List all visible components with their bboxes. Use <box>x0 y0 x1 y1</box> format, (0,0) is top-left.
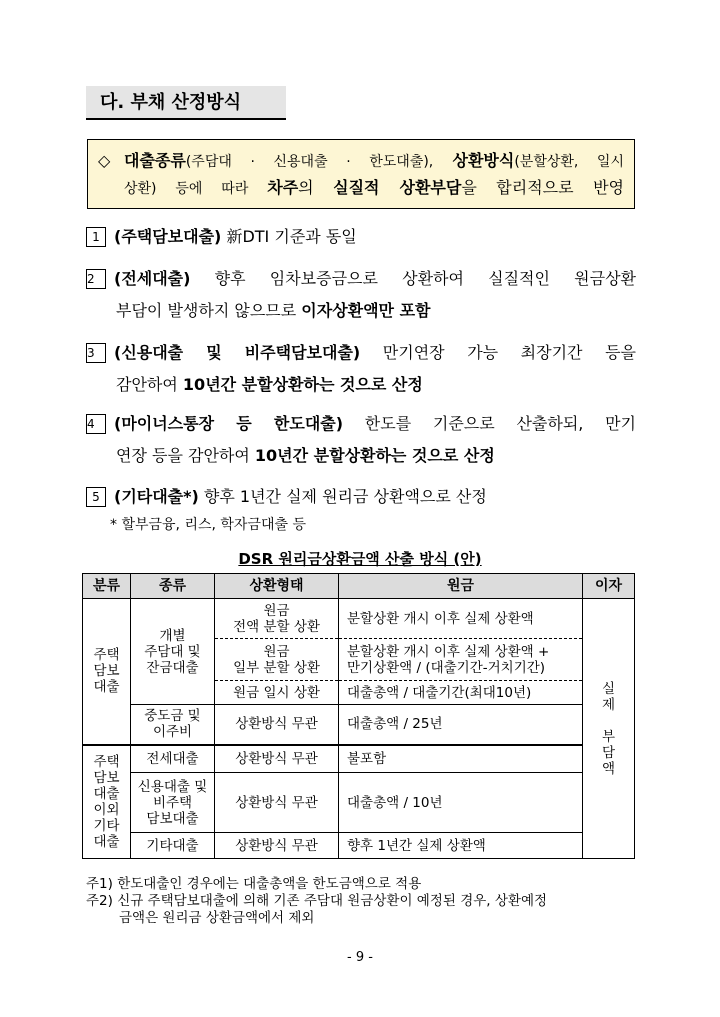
note-2: 주2) 신규 주택담보대출에 의해 기존 주담대 원금상환이 예정된 경우, 상환예정 <box>86 893 548 909</box>
note-1: 주1) 한도대출인 경우에는 대출총액을 한도금액으로 적용 <box>86 876 422 892</box>
item-heading: (신용대출 및 비주택담보대출) <box>114 343 361 362</box>
cell-principal-middle: 대출총액 / 25년 <box>339 705 583 745</box>
list-item-1 <box>86 221 636 253</box>
list-item-4 <box>86 408 636 472</box>
item-number: 1 <box>86 227 106 247</box>
item-number: 5 <box>86 487 106 507</box>
summary-line-1 <box>124 148 624 175</box>
item-emphasis: 이자상환액만 포함 <box>301 301 431 320</box>
cell-repay-partial: 원금 일부 분할 상환 <box>215 639 339 681</box>
cell-type-credit: 신용대출 및 비주택 담보대출 <box>131 773 215 833</box>
cell-repay-any: 상환방식 무관 <box>215 773 339 833</box>
header-category: 분류 <box>83 574 131 599</box>
cell-repay-any: 상환방식 무관 <box>215 745 339 773</box>
summary-text-a: 상환) 등에 따라 <box>124 181 268 197</box>
list-item-3 <box>86 337 636 401</box>
cell-principal-partial: 분할상환 개시 이후 실제 상환액 + 만기상환액 / (대출기간-거치기간) <box>339 639 583 681</box>
cell-repay-full: 원금 전액 분할 상환 <box>215 599 339 639</box>
summary-text-c: 을 합리적으로 반영 <box>461 178 624 197</box>
item-text: 만기연장 가능 최장기간 등을 <box>360 343 636 362</box>
note-2-cont: 금액은 원리금 상환금액에서 제외 <box>119 910 315 926</box>
item-text: 향후 1년간 실제 원리금 상환액으로 산정 <box>198 487 487 506</box>
cell-principal-full: 분할상환 개시 이후 실제 상환액 <box>339 599 583 639</box>
summary-loan-type: 대출종류 <box>124 151 186 170</box>
cell-category-mortgage: 주택 담보 대출 <box>83 599 131 745</box>
list-item-5 <box>86 481 636 513</box>
item-heading: (주택담보대출) <box>114 227 222 246</box>
item-text-2: 부담이 발생하지 않으므로 <box>116 301 302 320</box>
item-emphasis: 10년간 분할상환하는 것으로 산정 <box>254 446 495 465</box>
cell-principal-jeonse: 불포함 <box>339 745 583 773</box>
cell-principal-lump: 대출총액 / 대출기간(최대10년) <box>339 681 583 705</box>
table-notes <box>86 876 636 927</box>
footnote-star: * 할부금융, 리스, 학자금대출 등 <box>110 517 306 533</box>
cell-type-general: 개별 주담대 및 잔금대출 <box>131 599 215 705</box>
item-number: 2 <box>86 269 106 289</box>
summary-repay-method: 상환방식 <box>452 151 515 170</box>
summary-borrower: 차주 <box>267 178 299 197</box>
cell-category-other: 주택 담보 대출 이외 기타 대출 <box>83 745 131 859</box>
summary-box <box>87 139 635 209</box>
item-number: 3 <box>86 343 106 363</box>
cell-repay-any: 상환방식 무관 <box>215 833 339 859</box>
header-principal: 원금 <box>339 574 583 599</box>
dsr-table <box>82 573 635 859</box>
cell-repay-any: 상환방식 무관 <box>215 705 339 745</box>
item-heading: (마이너스통장 등 한도대출) <box>114 414 344 433</box>
cell-interest: 실 제 부 담 액 <box>583 599 635 859</box>
summary-text-b: 의 <box>298 178 334 197</box>
table-caption: DSR 원리금상환금액 산출 방식 (안) <box>238 550 482 568</box>
cell-repay-lump: 원금 일시 상환 <box>215 681 339 705</box>
summary-loan-type-detail: (주담대 · 신용대출 · 한도대출), <box>185 154 434 170</box>
item-text: 新DTI 기준과 동일 <box>221 227 357 246</box>
summary-repay-detail: (분할상환, 일시 <box>514 154 624 170</box>
cell-type-jeonse: 전세대출 <box>131 745 215 773</box>
header-type: 종류 <box>131 574 215 599</box>
header-repayment: 상환형태 <box>215 574 339 599</box>
item-text: 한도를 기준으로 산출하되, 만기 <box>343 414 636 433</box>
item-text: 향후 임차보증금으로 상환하여 실질적인 원금상환 <box>190 269 636 288</box>
page-number: - 9 - <box>347 950 373 965</box>
cell-principal-credit: 대출총액 / 10년 <box>339 773 583 833</box>
section-title: 다. 부채 산정방식 <box>86 86 286 120</box>
item-heading: (전세대출) <box>114 269 191 288</box>
list-item-2 <box>86 263 636 327</box>
cell-type-middle: 중도금 및 이주비 <box>131 705 215 745</box>
cell-type-other: 기타대출 <box>131 833 215 859</box>
item-heading: (기타대출*) <box>114 487 199 506</box>
item-text-2: 연장 등을 감안하여 <box>116 446 255 465</box>
summary-line-2 <box>124 175 624 202</box>
summary-burden: 실질적 상환부담 <box>333 178 462 197</box>
cell-principal-other: 향후 1년간 실제 상환액 <box>339 833 583 859</box>
item-emphasis: 10년간 분할상환하는 것으로 산정 <box>182 375 423 394</box>
item-number: 4 <box>86 414 106 434</box>
diamond-icon: ◇ <box>98 151 111 170</box>
item-text-2: 감안하여 <box>116 375 183 394</box>
header-interest: 이자 <box>583 574 635 599</box>
